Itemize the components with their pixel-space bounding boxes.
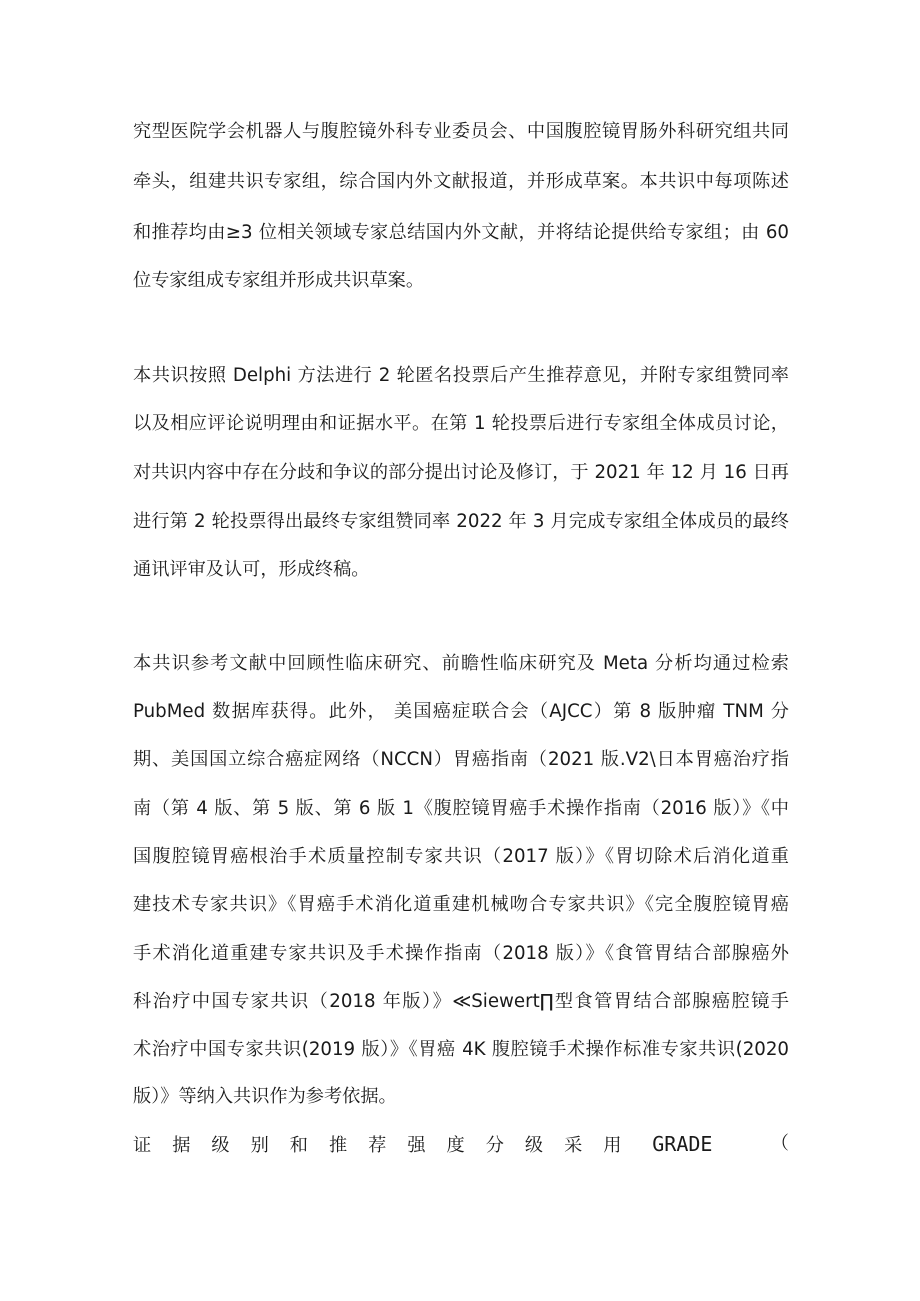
text-line: 究型医院学会机器人与腹腔镜外科专业委员会、中国腹腔镜胃肠外科研究组共同 [133,121,789,142]
text-line: 科治疗中国专家共识（2018 年版）》≪Siewert∏型食管胃结合部腺癌腔镜手 [133,991,789,1012]
text-segment-latin: GRADE [652,1132,713,1156]
text-line: 南（第 4 版、第 5 版、第 6 版 1《腹腔镜胃癌手术操作指南（2016 版）》《中 [133,798,789,819]
text-segment-paren: （ [770,1133,789,1154]
text-line: 术治疗中国专家共识(2019 版）》《胃癌 4K 腹腔镜手术操作标准专家共识(2020 [133,1039,789,1060]
text-line: 手术消化道重建专家共识及手术操作指南（2018 版）》《食管胃结合部腺癌外 [133,943,789,964]
text-line: 版）》等纳入共识作为参考依据。 [133,1086,397,1107]
text-line: 国腹腔镜胃癌根治手术质量控制专家共识（2017 版）》《胃切除术后消化道重 [133,846,789,867]
text-line: 进行第 2 轮投票得出最终专家组赞同率 2022 年 3 月完成专家组全体成员的最终 [133,511,789,532]
text-line: 位专家组成专家组并形成共识草案。 [133,270,425,291]
text-line: 和推荐均由≥3 位相关领域专家总结国内外文献，并将结论提供给专家组；由 60 [133,222,789,243]
text-line: PubMed 数据库获得。此外， 美国癌症联合会（AJCC）第 8 版肿瘤 TNM 分 [133,701,789,722]
text-line: 期、美国国立综合癌症网络（NCCN）胃癌指南（2021 版.V2\日本胃癌治疗指 [133,749,789,770]
text-line: 建技术专家共识》《胃癌手术消化道重建机械吻合专家共识》《完全腹腔镜胃癌 [133,894,789,915]
text-line: 对共识内容中存在分歧和争议的部分提出讨论及修订，于 2021 年 12 月 16 日再 [133,462,789,483]
text-line-partial [133,1130,789,1158]
text-line: 本共识参考文献中回顾性临床研究、前瞻性临床研究及 Meta 分析均通过检索 [133,653,789,674]
text-line: 牵头，组建共识专家组，综合国内外文献报道，并形成草案。本共识中每项陈述 [133,171,789,192]
text-line: 本共识按照 Delphi 方法进行 2 轮匿名投票后产生推荐意见，并附专家组赞同率 [133,365,789,386]
text-line: 以及相应评论说明理由和证据水平。在第 1 轮投票后进行专家组全体成员讨论， [133,413,789,434]
text-segment-cjk: 证据级别和推荐强度分级采用 [133,1135,643,1156]
text-line: 通讯评审及认可，形成终稿。 [133,559,370,580]
